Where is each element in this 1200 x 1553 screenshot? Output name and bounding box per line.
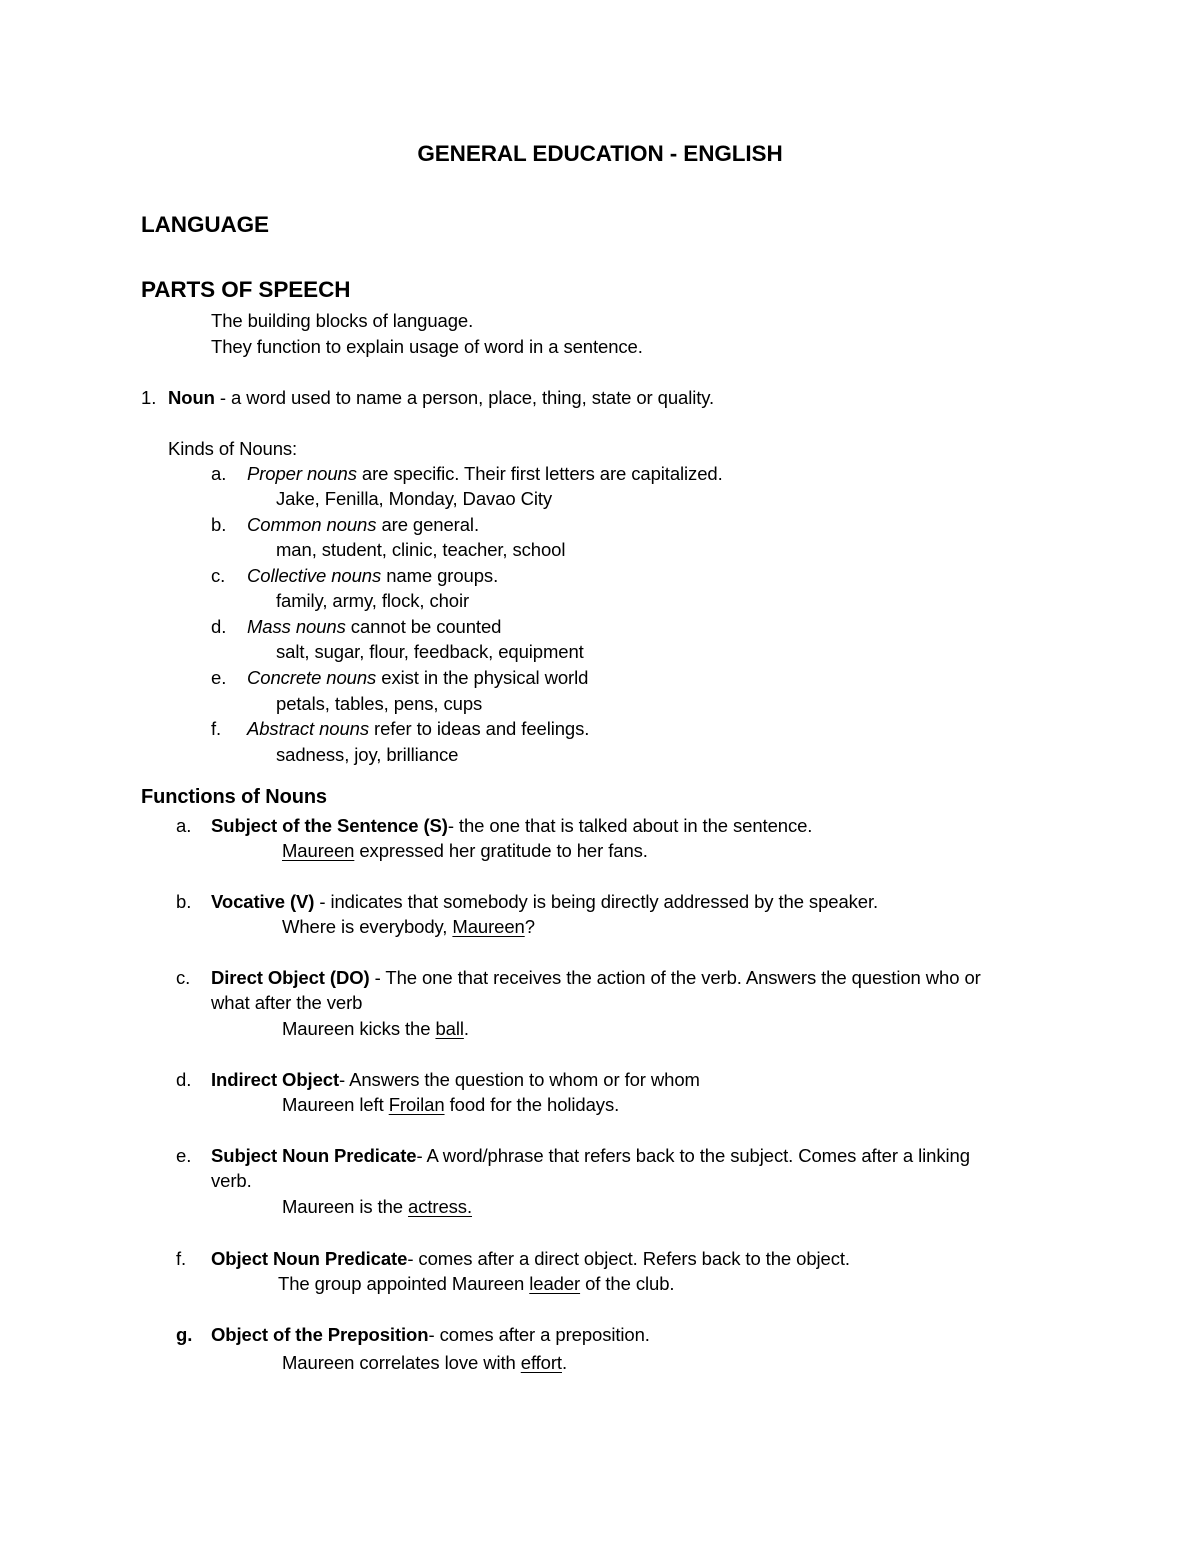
list-letter: c. xyxy=(211,565,226,586)
list-letter: e. xyxy=(211,667,227,688)
item-text: - indicates that somebody is being directly addressed by the speaker. xyxy=(314,891,879,912)
example-line: salt, sugar, flour, feedback, equipment xyxy=(276,641,584,662)
item-text: name groups. xyxy=(381,565,499,586)
list-item xyxy=(211,815,812,837)
example-line xyxy=(282,916,535,938)
example-text: food for the holidays. xyxy=(444,1094,620,1115)
list-item xyxy=(247,463,723,485)
term: Common nouns xyxy=(247,514,377,535)
example-text: ? xyxy=(524,916,535,937)
list-item xyxy=(247,667,588,689)
example-text: Maureen is the xyxy=(282,1196,409,1217)
example-text: Maureen correlates love with xyxy=(282,1352,521,1373)
item-continuation: what after the verb xyxy=(211,992,363,1013)
list-letter: a. xyxy=(176,815,192,836)
list-item xyxy=(211,891,878,913)
example-line xyxy=(282,1018,469,1040)
list-marker: 1. xyxy=(141,387,157,408)
example-highlight: effort xyxy=(520,1352,562,1373)
list-letter: f. xyxy=(176,1248,187,1269)
item-text: are specific. Their first letters are capitalized. xyxy=(356,463,723,484)
example-line xyxy=(282,840,648,862)
list-item xyxy=(211,1145,970,1167)
example-line: family, army, flock, choir xyxy=(276,590,470,611)
list-item xyxy=(211,1069,700,1091)
example-text: The group appointed Maureen xyxy=(278,1273,530,1294)
list-letter: f. xyxy=(211,718,222,739)
example-line: sadness, joy, brilliance xyxy=(276,744,459,765)
term: Concrete nouns xyxy=(247,667,377,688)
item-text: are general. xyxy=(376,514,479,535)
item-text: - A word/phrase that refers back to the subject. Comes after a linking xyxy=(416,1145,970,1166)
example-highlight: Maureen xyxy=(452,916,525,937)
term: Abstract nouns xyxy=(247,718,370,739)
example-line xyxy=(282,1094,619,1116)
example-highlight: Maureen xyxy=(282,840,355,861)
term: Direct Object (DO) xyxy=(211,967,370,988)
example-text: of the club. xyxy=(580,1273,675,1294)
list-letter: d. xyxy=(176,1069,192,1090)
kinds-label: Kinds of Nouns: xyxy=(168,438,298,459)
term: Object Noun Predicate xyxy=(211,1248,408,1269)
parts-of-speech-heading: PARTS OF SPEECH xyxy=(141,277,351,302)
item-text: cannot be counted xyxy=(345,616,502,637)
list-item xyxy=(211,1324,650,1346)
list-letter: b. xyxy=(211,514,227,535)
item-text: - Answers the question to whom or for whom xyxy=(339,1069,700,1090)
list-letter: e. xyxy=(176,1145,192,1166)
item-text: refer to ideas and feelings. xyxy=(369,718,590,739)
item-text: - the one that is talked about in the sentence. xyxy=(447,815,813,836)
example-text: Maureen kicks the xyxy=(282,1018,436,1039)
list-item xyxy=(211,1248,850,1270)
example-line: petals, tables, pens, cups xyxy=(276,693,483,714)
term: Collective nouns xyxy=(247,565,382,586)
list-item xyxy=(247,565,498,587)
list-letter: g. xyxy=(176,1324,193,1345)
document-title: GENERAL EDUCATION - ENGLISH xyxy=(417,141,783,166)
functions-heading: Functions of Nouns xyxy=(141,786,327,808)
intro-line: The building blocks of language. xyxy=(211,310,474,331)
list-item xyxy=(247,718,589,740)
example-text: Maureen left xyxy=(282,1094,389,1115)
example-highlight: actress. xyxy=(408,1196,472,1217)
list-letter: c. xyxy=(176,967,191,988)
intro-line: They function to explain usage of word in a sentence. xyxy=(211,336,643,357)
list-letter: d. xyxy=(211,616,227,637)
term: Object of the Preposition xyxy=(211,1324,429,1345)
list-letter: a. xyxy=(211,463,227,484)
list-item xyxy=(247,514,479,536)
term: Subject Noun Predicate xyxy=(211,1145,417,1166)
term: Proper nouns xyxy=(247,463,357,484)
list-item xyxy=(247,616,501,638)
term: Mass nouns xyxy=(247,616,346,637)
example-line xyxy=(278,1273,674,1295)
term: Subject of the Sentence (S) xyxy=(211,815,448,836)
example-highlight: Froilan xyxy=(388,1094,445,1115)
example-line: man, student, clinic, teacher, school xyxy=(276,539,566,560)
example-highlight: leader xyxy=(529,1273,581,1294)
list-letter: b. xyxy=(176,891,192,912)
item-text: - comes after a direct object. Refers back to the object. xyxy=(407,1248,850,1269)
example-highlight: ball xyxy=(435,1018,464,1039)
term: Indirect Object xyxy=(211,1069,340,1090)
example-line xyxy=(282,1352,567,1374)
term: Noun xyxy=(168,387,215,408)
item-text: - comes after a preposition. xyxy=(428,1324,650,1345)
example-text: . xyxy=(561,1352,568,1373)
item-text: exist in the physical world xyxy=(376,667,589,688)
list-item xyxy=(211,967,981,989)
example-text: Where is everybody, xyxy=(282,916,453,937)
example-text: expressed her gratitude to her fans. xyxy=(354,840,648,861)
section-heading: LANGUAGE xyxy=(141,212,269,237)
example-line: Jake, Fenilla, Monday, Davao City xyxy=(276,488,553,509)
noun-definition xyxy=(168,387,714,409)
item-text: - The one that receives the action of the verb. Answers the question who or xyxy=(369,967,981,988)
example-text: . xyxy=(463,1018,469,1039)
term: Vocative (V) xyxy=(211,891,315,912)
example-line xyxy=(282,1196,472,1218)
item-continuation: verb. xyxy=(211,1170,252,1191)
definition-text: - a word used to name a person, place, thing, state or quality. xyxy=(214,387,715,408)
